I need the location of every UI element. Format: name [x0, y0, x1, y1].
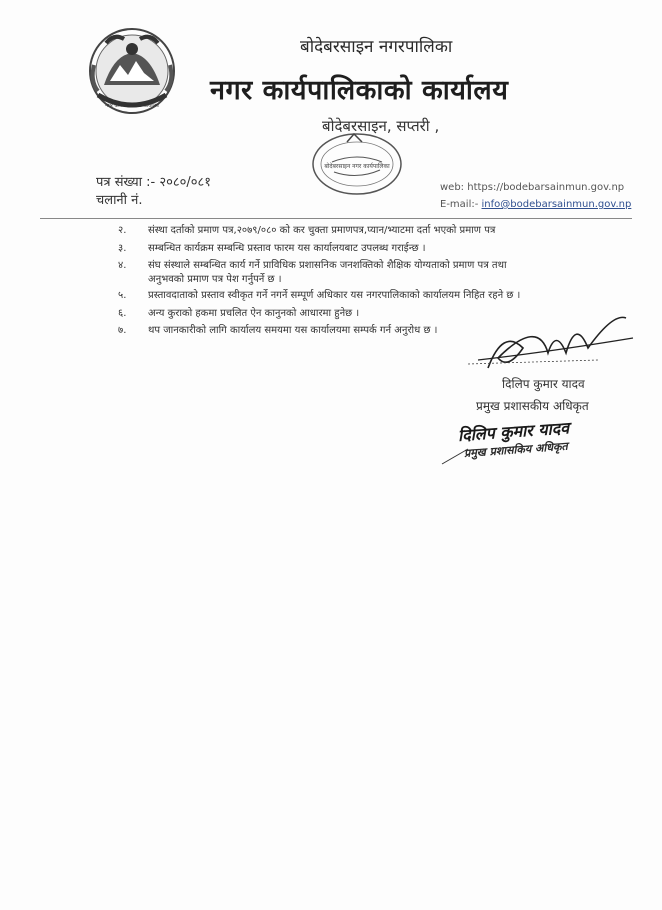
title-stamp: प्रमुख प्रशासकिय अधिकृत	[463, 439, 569, 460]
emblem-text: नगर कार्यपालिकाको कार्यालय	[105, 103, 159, 109]
list-item-number: ५.	[118, 290, 127, 301]
email-link[interactable]: info@bodebarsainmun.gov.np	[481, 199, 632, 210]
office-location: बोदेबरसाइन, सप्तरी ,	[322, 117, 440, 135]
signatory-name: दिलिप कुमार यादव	[502, 377, 585, 391]
stamp-text: बोदेबरसाइन नगर कार्यपालिका	[324, 163, 390, 170]
email-line	[440, 199, 631, 210]
list-item	[118, 289, 618, 303]
dispatch-number: चलानी नं.	[96, 193, 143, 208]
office-name: नगर कार्यपालिकाको कार्यालय	[210, 75, 509, 106]
list-item-text: प्रस्तावदाताको प्रस्ताव स्वीकृत गर्ने नगर्ने सम्पूर्ण अधिकार यस नगरपालिकाको कार्यालयम निहित रहने छ ।	[148, 290, 521, 301]
nepal-emblem-icon	[84, 25, 180, 117]
municipality-name: बोदेबरसाइन नगरपालिका	[300, 37, 453, 57]
list-item	[118, 242, 618, 256]
list-item-text-continued: अनुभवको प्रमाण पत्र पेश गर्नुपर्ने छ ।	[148, 274, 282, 285]
list-item	[118, 224, 618, 238]
list-item-text: थप जानकारीको लागि कार्यालय समयमा यस कार्यालयमा सम्पर्क गर्न अनुरोध छ ।	[148, 325, 438, 336]
list-item-number: २.	[118, 225, 127, 236]
list-item-number: ६.	[118, 307, 127, 319]
signatory-title: प्रमुख प्रशासकीय अधिकृत	[476, 399, 589, 413]
reference-number: पत्र संख्या :- २०८०/०८१	[96, 175, 212, 190]
email-label: E-mail:-	[440, 199, 482, 210]
list-item-text: अन्य कुराको हकमा प्रचलित ऐन कानुनको आधारमा हुनेछ ।	[148, 307, 360, 319]
list-item-number: ३.	[118, 242, 127, 254]
header-divider	[40, 218, 632, 219]
list-item-number: ७.	[118, 325, 127, 336]
list-item-text: संस्था दर्ताको प्रमाण पत्र,२०७९/०८० को कर चुक्ता प्रमाणपत्र,प्यान/भ्याटमा दर्ता भएको प्रमाण पत्र	[148, 225, 496, 236]
name-stamp: दिलिप कुमार यादव	[457, 418, 570, 445]
list-item-text: संघ संस्थाले सम्बन्धित कार्य गर्ने प्राविधिक प्रशासनिक जनशक्तिको शैक्षिक योग्यताको प्रमाण पत्र तथा	[148, 260, 507, 271]
website-link[interactable]: web: https://bodebarsainmun.gov.np	[440, 182, 625, 193]
list-item-number: ४.	[118, 260, 127, 271]
list-item	[118, 259, 618, 287]
list-item-text: सम्बन्धित कार्यक्रम सम्बन्धि प्रस्ताव फारम यस कार्यालयबाट उपलब्ध गराईन्छ ।	[148, 242, 426, 254]
